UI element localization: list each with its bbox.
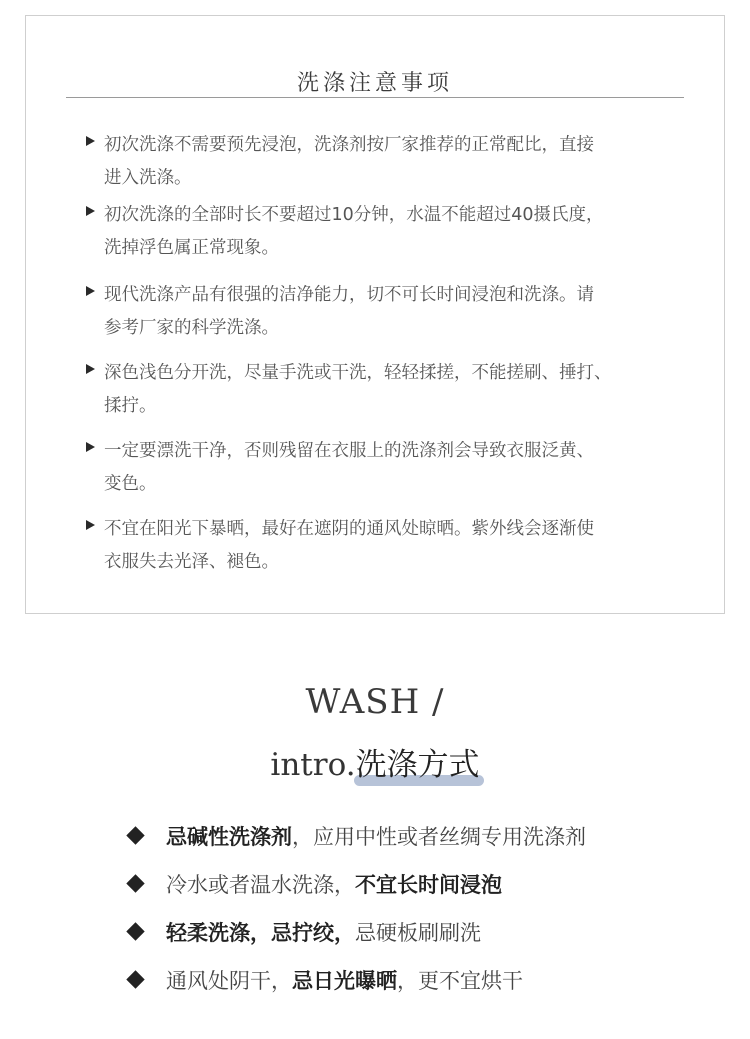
method-text	[166, 818, 686, 856]
notice-line: 揉拧。	[104, 396, 157, 416]
intro-title	[356, 739, 480, 784]
diamond-bullet-icon	[126, 922, 144, 940]
washing-notes-list	[84, 129, 684, 579]
triangle-bullet-icon	[86, 206, 95, 216]
washing-notes-title: 洗涤注意事项	[296, 71, 453, 96]
method-text-bold: 忌碱性洗涤剂	[166, 825, 292, 849]
notice-item	[84, 199, 684, 265]
method-text-regular: 忌硬板刷刷洗	[355, 921, 481, 945]
method-text	[166, 962, 686, 1000]
triangle-bullet-icon	[86, 442, 95, 452]
triangle-bullet-icon	[86, 364, 95, 374]
triangle-bullet-icon	[86, 520, 95, 530]
method-text-bold: 轻柔洗涤，忌拧绞，	[166, 921, 355, 945]
method-text-regular: 通风处阴干，	[166, 969, 292, 993]
intro-heading	[0, 739, 750, 784]
triangle-bullet-icon	[86, 136, 95, 146]
method-text-regular: ，应用中性或者丝绸专用洗涤剂	[292, 825, 586, 849]
diamond-bullet-icon	[126, 874, 144, 892]
notice-line: 不宜在阳光下暴晒，最好在遮阴的通风处晾晒。紫外线会逐渐使	[104, 519, 594, 539]
method-text-bold: 忌日光曝晒	[292, 969, 397, 993]
notice-item	[84, 513, 684, 579]
intro-prefix: intro.	[270, 747, 356, 783]
method-item	[126, 962, 686, 1010]
notice-item	[84, 279, 684, 345]
method-text-bold: 不宜长时间浸泡	[355, 873, 502, 897]
notice-item	[84, 129, 684, 195]
notice-line: 进入洗涤。	[104, 168, 192, 188]
notice-item	[84, 435, 684, 501]
title-divider	[66, 97, 684, 98]
method-text	[166, 914, 686, 952]
notice-line: 一定要漂洗干净，否则残留在衣服上的洗涤剂会导致衣服泛黄、	[104, 441, 594, 461]
method-item	[126, 866, 686, 914]
notice-line: 变色。	[104, 474, 157, 494]
notice-line: 深色浅色分开洗，尽量手洗或干洗，轻轻揉搓，不能搓刷、捶打、	[104, 363, 612, 383]
notice-line: 初次洗涤不需要预先浸泡，洗涤剂按厂家推荐的正常配比，直接	[104, 135, 594, 155]
diamond-bullet-icon	[126, 970, 144, 988]
notice-line: 参考厂家的科学洗涤。	[104, 318, 279, 338]
triangle-bullet-icon	[86, 286, 95, 296]
method-text	[166, 866, 686, 904]
notice-line: 衣服失去光泽、褪色。	[104, 552, 279, 572]
washing-notes-panel	[25, 15, 725, 614]
washing-method-list	[126, 818, 686, 1010]
diamond-bullet-icon	[126, 826, 144, 844]
notice-line: 初次洗涤的全部时长不要超过10分钟，水温不能超过40摄氏度，	[104, 205, 604, 225]
notice-line: 洗掉浮色属正常现象。	[104, 238, 279, 258]
wash-heading: WASH /	[305, 682, 445, 722]
method-item	[126, 818, 686, 866]
notice-line: 现代洗涤产品有很强的洁净能力，切不可长时间浸泡和洗涤。请	[104, 285, 594, 305]
method-text-regular: 冷水或者温水洗涤，	[166, 873, 355, 897]
notice-item	[84, 357, 684, 423]
method-text-regular: ，更不宜烘干	[397, 969, 523, 993]
method-item	[126, 914, 686, 962]
intro-title-text: 洗涤方式	[355, 747, 480, 783]
